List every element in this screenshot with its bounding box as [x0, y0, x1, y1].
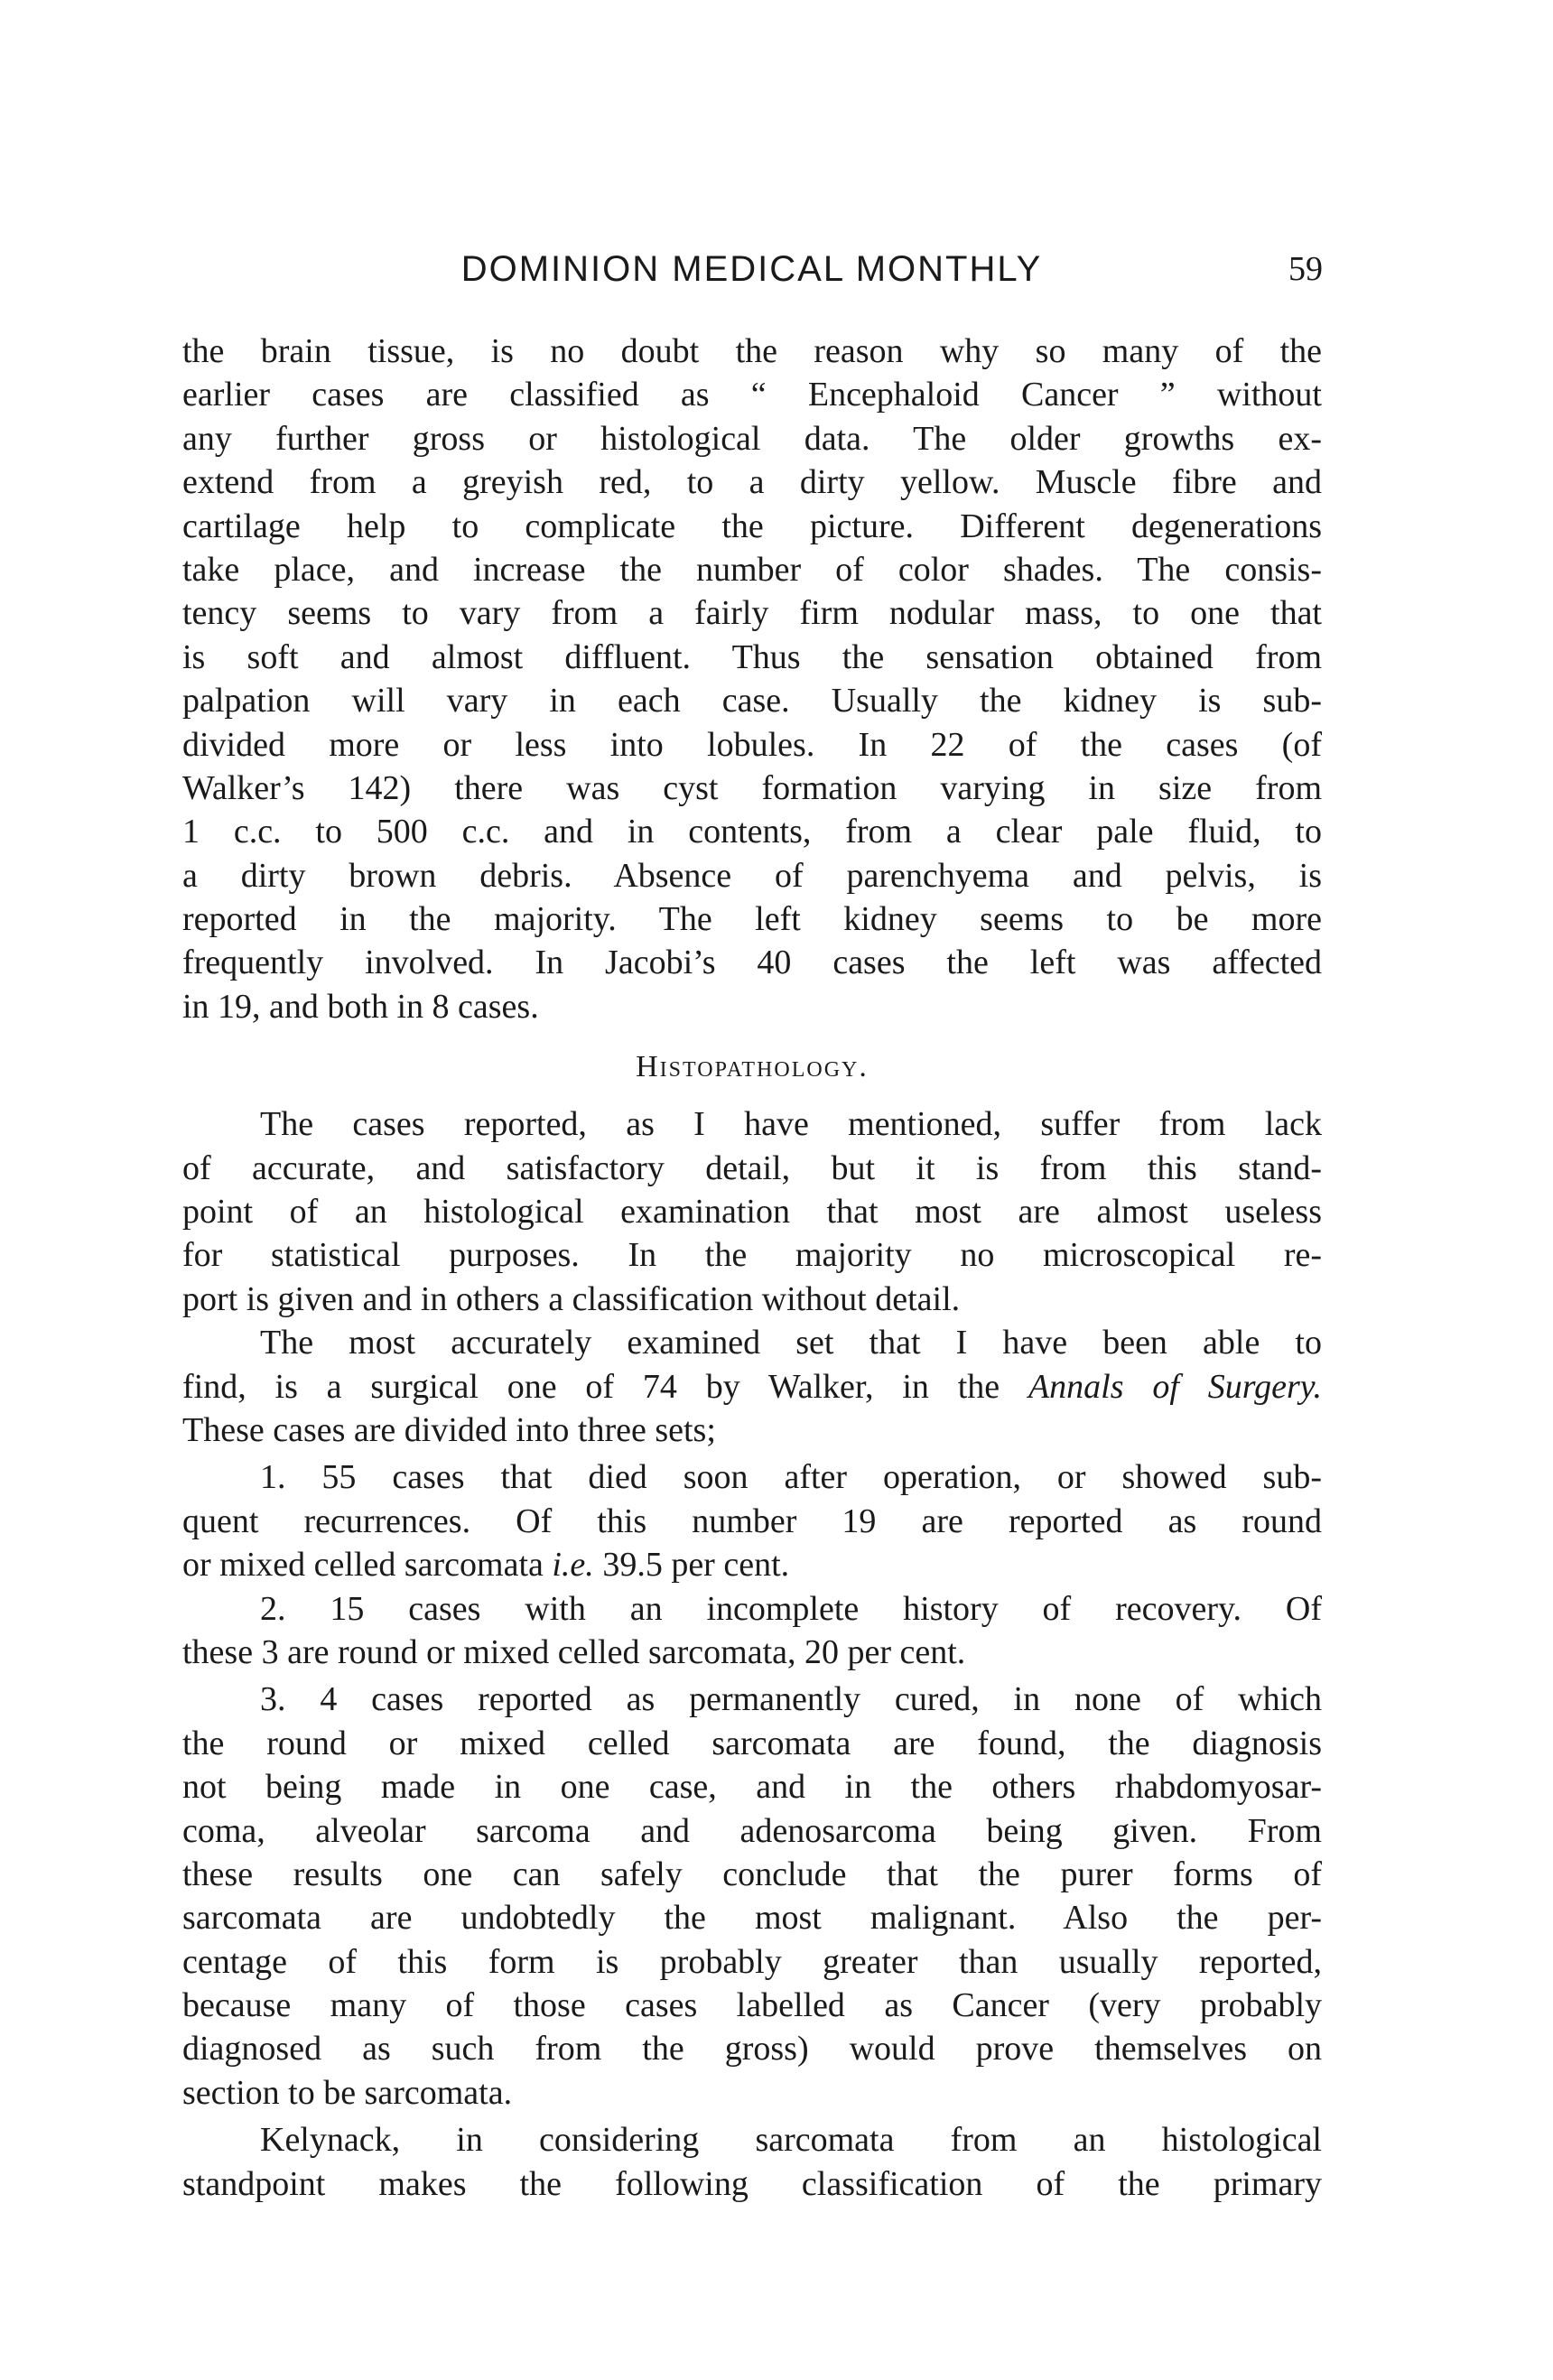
- text-line: these results one can safely conclude that the purer forms of: [182, 1855, 1322, 1893]
- text-line: any further gross or histological data. The older growths ex-: [182, 419, 1322, 458]
- text-line: is soft and almost diffluent. Thus the sensation obtained from: [182, 637, 1322, 676]
- text-line: for statistical purposes. In the majority no microscopical re-: [182, 1236, 1322, 1275]
- paragraph: [182, 1321, 1322, 1452]
- text-line: the brain tissue, is no doubt the reason why so many of the: [182, 332, 1322, 370]
- list-item: [182, 1678, 1322, 2115]
- text-line: palpation will vary in each case. Usually the kidney is sub-: [182, 682, 1322, 721]
- section-heading: Histopathology.: [636, 1050, 869, 1084]
- text-line: reported in the majority. The left kidney seems to be more: [182, 900, 1322, 939]
- text-line: take place, and increase the number of color shades. The consis-: [182, 550, 1322, 589]
- text-run: 39.5 per cent.: [593, 1546, 790, 1585]
- text-line: divided more or less into lobules. In 22 of the cases (of: [182, 725, 1322, 764]
- text-line: frequently involved. In Jacobi’s 40 cases the left was affected: [182, 944, 1322, 982]
- body-text: [182, 330, 1322, 2206]
- text-line: centage of this form is probably greater than usually reported,: [182, 1942, 1322, 1981]
- list-item: [182, 1587, 1322, 1675]
- text-line: 2. 15 cases with an incomplete history of recovery. Of: [260, 1589, 1322, 1628]
- text-line: [182, 1543, 1322, 1586]
- text-line: Walker’s 142) there was cyst formation varying in size from: [182, 768, 1322, 807]
- abbreviation: i.e.: [552, 1546, 594, 1585]
- text-line: port is given and in others a classification without detail.: [182, 1279, 961, 1318]
- text-line: tency seems to vary from a fairly firm nodular mass, to one that: [182, 594, 1322, 633]
- text-run: or mixed celled sarcomata: [182, 1546, 553, 1585]
- text-line: Kelynack, in considering sarcomata from an histological: [260, 2121, 1322, 2160]
- text-line: of accurate, and satisfactory detail, but it is from this stand-: [182, 1148, 1322, 1187]
- text-line: These cases are divided into three sets;: [182, 1410, 716, 1449]
- text-run: find, is a surgical one of 74 by Walker, in the: [182, 1367, 1028, 1406]
- text-line: earlier cases are classified as “ Encephaloid Cancer ” without: [182, 376, 1322, 414]
- text-line: The most accurately examined set that I have been able to: [260, 1324, 1322, 1362]
- text-line: in 19, and both in 8 cases.: [182, 987, 539, 1026]
- text-line: sarcomata are undobtedly the most malignant. Also the per-: [182, 1899, 1322, 1938]
- text-line: 1. 55 cases that died soon after operation, or showed sub-: [260, 1458, 1322, 1497]
- text-line: because many of those cases labelled as Cancer (very probably: [182, 1986, 1322, 2025]
- page-number: 59: [1288, 250, 1323, 288]
- paragraph: [182, 2118, 1322, 2206]
- text-line: quent recurrences. Of this number 19 are reported as round: [182, 1501, 1322, 1540]
- page-header: [181, 242, 1323, 296]
- running-head: DOMINION MEDICAL MONTHLY: [460, 249, 1043, 289]
- text-line: The cases reported, as I have mentioned, suffer from lack: [260, 1105, 1322, 1144]
- text-line: a dirty brown debris. Absence of parenchyema and pelvis, is: [182, 856, 1322, 895]
- journal-title: Annals of Surgery.: [1028, 1367, 1322, 1406]
- text-line: diagnosed as such from the gross) would prove themselves on: [182, 2030, 1322, 2069]
- text-line: point of an histological examination that most are almost useless: [182, 1193, 1322, 1232]
- text-line: extend from a greyish red, to a dirty yellow. Muscle fibre and: [182, 463, 1322, 502]
- text-line: coma, alveolar sarcoma and adenosarcoma being given. From: [182, 1811, 1322, 1850]
- text-line: not being made in one case, and in the others rhabdomyosar-: [182, 1768, 1322, 1807]
- text-line: [182, 1365, 1322, 1408]
- text-line: standpoint makes the following classification of the primary: [182, 2164, 1322, 2203]
- paragraph: [182, 1102, 1322, 1321]
- text-line: cartilage help to complicate the picture. Different degenerations: [182, 507, 1322, 545]
- paragraph: [182, 330, 1322, 1028]
- text-line: these 3 are round or mixed celled sarcomata, 20 per cent.: [182, 1632, 966, 1671]
- list-item: [182, 1455, 1322, 1586]
- text-line: 3. 4 cases reported as permanently cured, in none of which: [260, 1680, 1322, 1719]
- text-line: 1 c.c. to 500 c.c. and in contents, from a clear pale fluid, to: [182, 813, 1322, 851]
- text-line: section to be sarcomata.: [182, 2073, 513, 2112]
- text-line: the round or mixed celled sarcomata are found, the diagnosis: [182, 1724, 1322, 1762]
